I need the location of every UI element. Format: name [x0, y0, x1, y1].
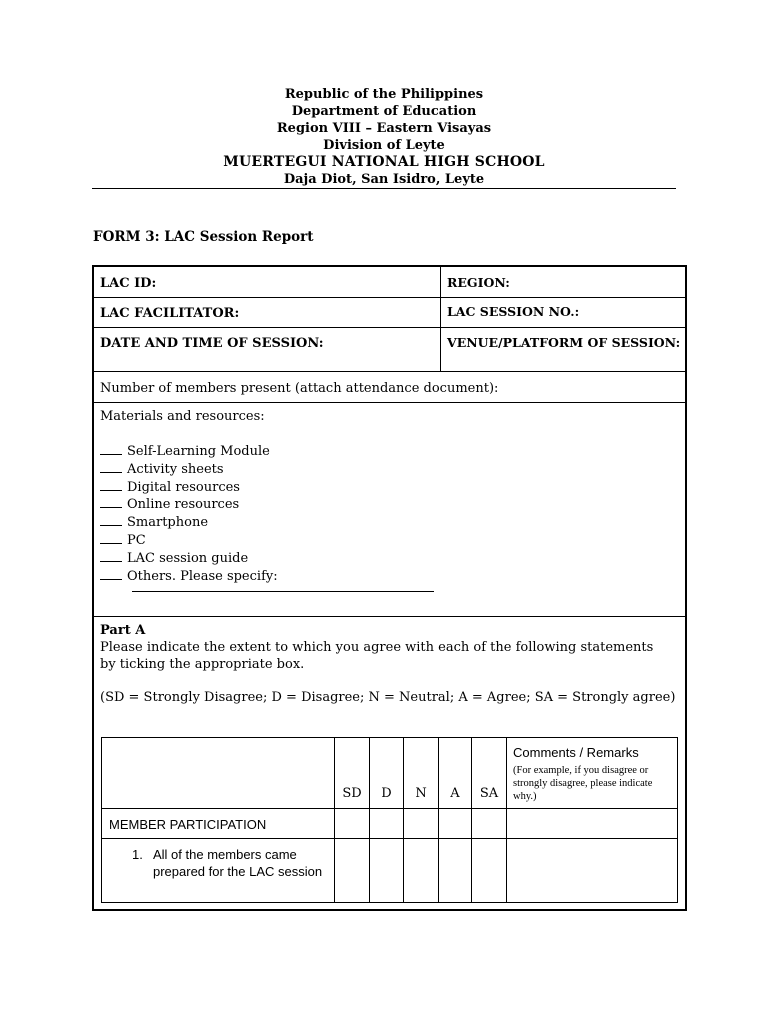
header-divider — [92, 188, 676, 189]
comments-title: Comments / Remarks — [513, 745, 639, 760]
material-label: Smartphone — [127, 515, 209, 531]
checkbox-blank[interactable] — [100, 514, 122, 526]
scale-label: A — [450, 786, 460, 801]
material-label: PC — [127, 532, 146, 548]
rating-legend: (SD = Strongly Disagree; D = Disagree; N = Neutral; A = Agree; SA = Strongly agree) — [100, 690, 676, 705]
statement-header-cell — [102, 738, 335, 809]
venue-field[interactable] — [441, 328, 685, 371]
checkbox-blank[interactable] — [100, 479, 122, 491]
checkbox-blank[interactable] — [100, 568, 122, 580]
material-item[interactable] — [100, 479, 278, 497]
material-item[interactable] — [100, 514, 278, 532]
rating-cell[interactable] — [472, 809, 507, 839]
lac-session-form — [92, 265, 687, 911]
rating-cell-d[interactable] — [370, 839, 404, 902]
form-row-lac-id — [94, 267, 685, 298]
material-label: Digital resources — [127, 479, 240, 495]
section-member-participation — [102, 809, 335, 839]
materials-list — [100, 443, 278, 585]
lac-id-field[interactable] — [94, 267, 440, 297]
letterhead — [92, 86, 676, 188]
scale-a-header — [439, 738, 472, 809]
region-field[interactable] — [441, 267, 685, 297]
checkbox-blank[interactable] — [100, 461, 122, 473]
lac-facilitator-field[interactable] — [94, 298, 440, 327]
material-item[interactable] — [100, 443, 278, 461]
rating-cell-a[interactable] — [439, 839, 472, 902]
material-label: Self-Learning Module — [127, 444, 270, 459]
material-label: Online resources — [127, 497, 240, 513]
members-present-label: Number of members present (attach attendance document): — [100, 381, 499, 396]
material-label: LAC session guide — [127, 550, 249, 566]
venue-label: VENUE/PLATFORM OF SESSION: — [447, 335, 681, 350]
rating-cell-n[interactable] — [404, 839, 439, 902]
scale-label: D — [381, 786, 392, 801]
scale-sa-header — [472, 738, 507, 809]
region-label: REGION: — [447, 275, 510, 290]
material-item[interactable] — [100, 496, 278, 514]
scale-label: SA — [479, 786, 499, 801]
date-time-field[interactable] — [94, 328, 440, 371]
material-label: Others. Please specify: — [127, 568, 278, 584]
comments-note: (For example, if you disagree or strongly disagree, please indicate why.) — [513, 765, 653, 802]
scale-label: SD — [342, 786, 362, 801]
rating-cell-sa[interactable] — [472, 839, 507, 902]
letterhead-line: Republic of the Philippines — [284, 87, 484, 102]
members-present-field[interactable] — [94, 372, 685, 403]
checkbox-blank[interactable] — [100, 532, 122, 544]
letterhead-line: Division of Leyte — [323, 138, 445, 153]
rating-cell[interactable] — [370, 809, 404, 839]
comments-header-cell — [507, 738, 677, 809]
letterhead-line: Department of Education — [291, 104, 477, 119]
statement-item — [102, 839, 335, 902]
lac-session-no-field[interactable] — [441, 298, 685, 327]
material-item[interactable] — [100, 568, 278, 586]
scale-label: N — [415, 786, 427, 801]
lac-facilitator-label: LAC FACILITATOR: — [100, 306, 240, 321]
materials-title: Materials and resources: — [100, 409, 265, 424]
rating-cell[interactable] — [439, 809, 472, 839]
item-text: All of the members came prepared for the LAC session — [153, 847, 323, 879]
others-specify-line[interactable] — [132, 591, 434, 592]
form-row-date-venue — [94, 328, 685, 372]
material-item[interactable] — [100, 532, 278, 550]
scale-d-header — [370, 738, 404, 809]
scale-n-header — [404, 738, 439, 809]
letterhead-line: Region VIII – Eastern Visayas — [276, 121, 492, 136]
lac-session-no-label: LAC SESSION NO.: — [447, 304, 580, 319]
rating-cell-sd[interactable] — [335, 839, 370, 902]
form-title: FORM 3: LAC Session Report — [93, 229, 314, 245]
checkbox-blank[interactable] — [100, 443, 122, 455]
material-item[interactable] — [100, 461, 278, 479]
item-number: 1. — [132, 847, 143, 862]
material-label: Activity sheets — [127, 461, 224, 477]
rating-cell[interactable] — [335, 809, 370, 839]
school-address: Daja Diot, San Isidro, Leyte — [283, 172, 485, 187]
comments-cell[interactable] — [507, 809, 677, 839]
materials-section — [94, 403, 685, 617]
rating-table — [101, 737, 678, 903]
material-item[interactable] — [100, 550, 278, 568]
lac-id-label: LAC ID: — [100, 276, 157, 291]
checkbox-blank[interactable] — [100, 496, 122, 508]
section-title: MEMBER PARTICIPATION — [109, 817, 267, 832]
rating-cell[interactable] — [404, 809, 439, 839]
school-name: MUERTEGUI NATIONAL HIGH SCHOOL — [223, 154, 545, 170]
date-time-label: DATE AND TIME OF SESSION: — [100, 336, 324, 351]
scale-sd-header — [335, 738, 370, 809]
comments-cell[interactable] — [507, 839, 677, 902]
part-a-instruction: Please indicate the extent to which you agree with each of the following statements by ticking the appropriate box. — [100, 640, 654, 672]
form-row-facilitator — [94, 298, 685, 328]
checkbox-blank[interactable] — [100, 550, 122, 562]
part-a-title: Part A — [100, 623, 146, 638]
